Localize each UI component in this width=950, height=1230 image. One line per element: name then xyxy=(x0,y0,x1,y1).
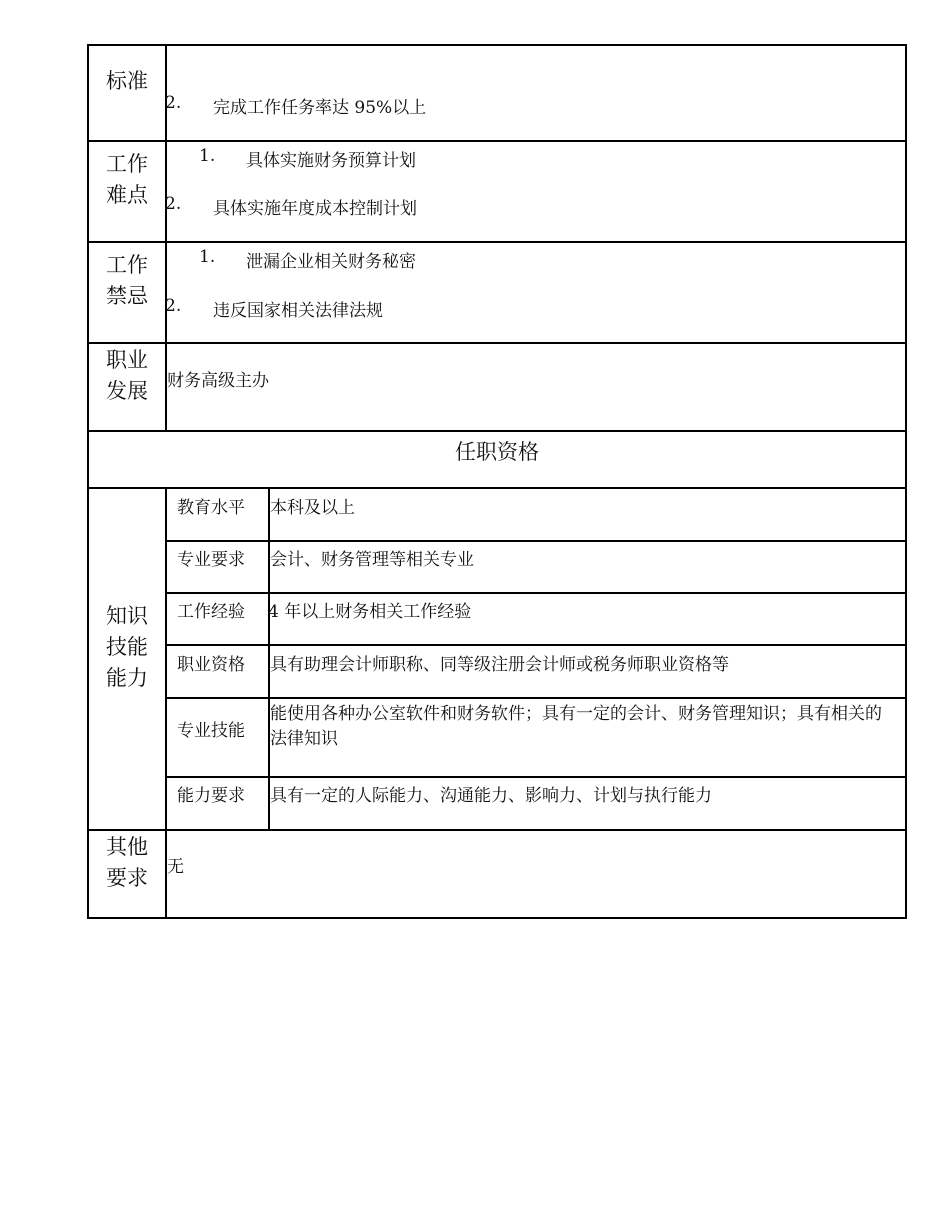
list-number: 1. xyxy=(199,146,216,166)
qualification-label: 工作经验 xyxy=(177,602,245,622)
row-divider xyxy=(87,342,907,344)
sub-row-divider xyxy=(165,592,907,594)
qualification-label: 职业资格 xyxy=(177,655,245,675)
row-divider xyxy=(87,487,907,489)
row-label-other: 其他 要求 xyxy=(106,835,148,890)
list-number: 1. xyxy=(199,247,216,267)
row-label-difficulties: 工作 难点 xyxy=(106,152,148,207)
qualification-value: 能使用各种办公室软件和财务软件；具有一定的会计、财务管理知识；具有相关的法律知识 xyxy=(270,704,882,749)
career-value: 财务高级主办 xyxy=(167,371,269,391)
row-label-career: 职业 发展 xyxy=(106,348,148,403)
table-border-right xyxy=(905,44,907,919)
row-divider xyxy=(87,829,907,831)
qualification-label: 专业要求 xyxy=(177,550,245,570)
list-number: 2. xyxy=(165,194,182,214)
row-divider xyxy=(87,241,907,243)
sub-row-divider xyxy=(165,776,907,778)
qualification-value: 具有一定的人际能力、沟通能力、影响力、计划与执行能力 xyxy=(270,786,712,806)
qualification-value: 具有助理会计师职称、同等级注册会计师或税务师职业资格等 xyxy=(270,655,729,675)
table-border-bottom xyxy=(87,917,907,919)
taboo-item-text: 违反国家相关法律法规 xyxy=(213,301,383,321)
table-border-top xyxy=(87,44,907,46)
difficulty-item-text: 具体实施财务预算计划 xyxy=(246,151,416,171)
table-border-left xyxy=(87,44,89,919)
qualification-value: 本科及以上 xyxy=(270,498,355,518)
row-label-standard: 标准 xyxy=(106,69,148,93)
other-value: 无 xyxy=(167,857,184,877)
taboo-item-text: 泄漏企业相关财务秘密 xyxy=(246,252,416,272)
sub-row-divider xyxy=(165,644,907,646)
sub-row-divider xyxy=(165,697,907,699)
section-title: 任职资格 xyxy=(455,440,539,464)
standard-item-text: 完成工作任务率达 95%以上 xyxy=(213,98,427,118)
qualification-label: 教育水平 xyxy=(177,498,245,518)
row-divider xyxy=(87,140,907,142)
qualification-label: 能力要求 xyxy=(177,786,245,806)
list-number: 2. xyxy=(165,93,182,113)
row-label-taboos: 工作 禁忌 xyxy=(106,253,148,308)
qualification-value: 会计、财务管理等相关专业 xyxy=(270,550,474,570)
qualification-value: 4 年以上财务相关工作经验 xyxy=(268,602,472,622)
sub-row-divider xyxy=(165,540,907,542)
row-divider xyxy=(87,430,907,432)
qualification-label: 专业技能 xyxy=(177,721,245,741)
list-number: 2. xyxy=(165,296,182,316)
group-label-skills: 知识 技能 能力 xyxy=(106,604,148,690)
difficulty-item-text: 具体实施年度成本控制计划 xyxy=(213,199,417,219)
